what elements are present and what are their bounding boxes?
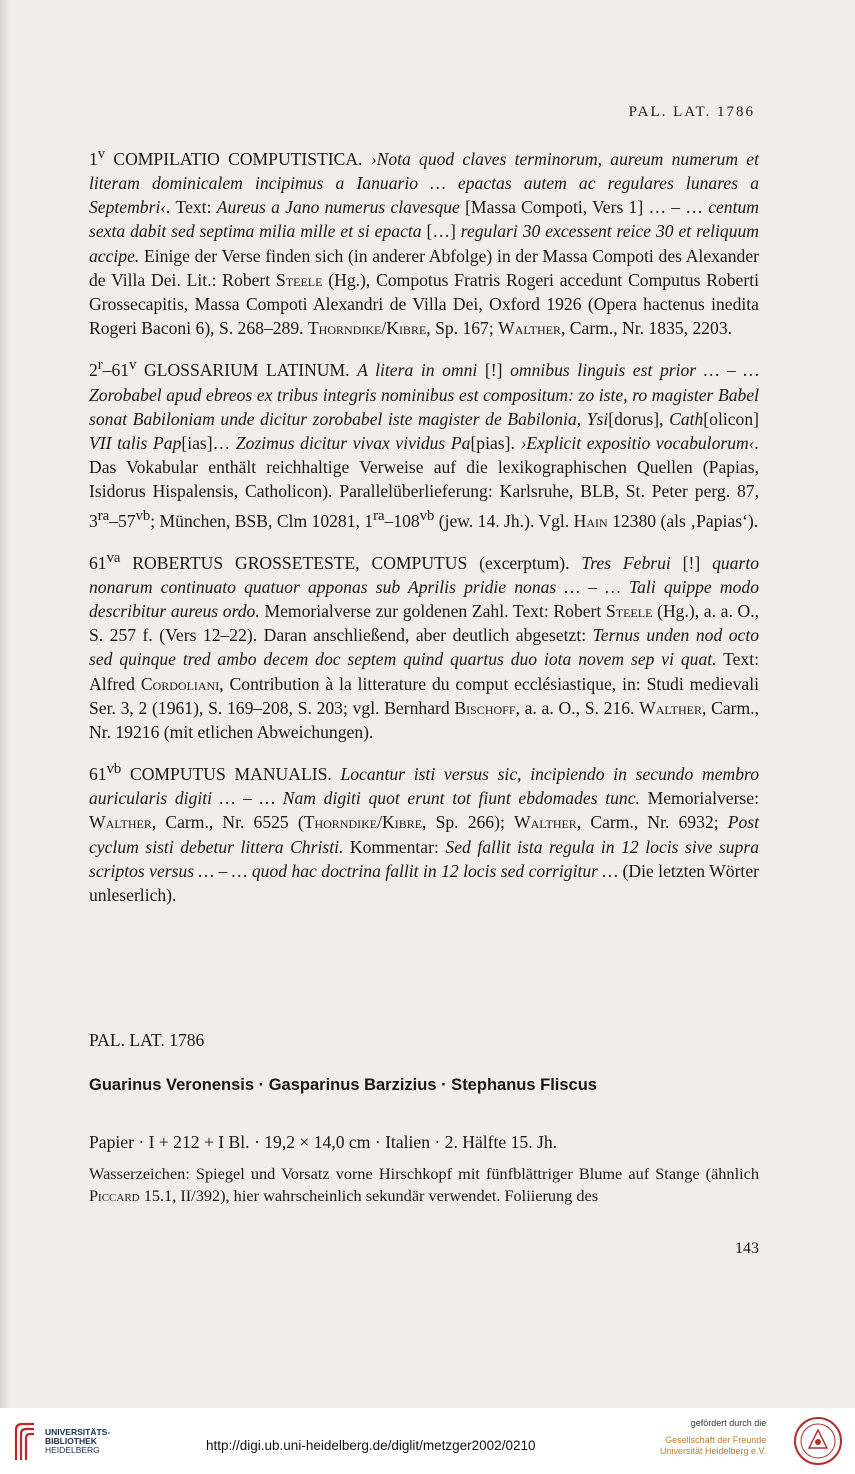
page-gutter-shadow bbox=[0, 0, 10, 1408]
university-seal-icon bbox=[793, 1416, 843, 1466]
entry-compilatio: 1$^v$ COMPILATIO COMPUTISTICA. ›Nota quod claves terminorum, aureum numerum et literam dominicalem incipimus a Ianuario … epactas autem ac regulares lunares a Septembri‹. Text: Aureus a Jano numerus clavesque [Massa Compoti, Vers 1] … – … centum sexta dabit sed septima milia mille et si epacta […] regulari 30 excessent reice 30 et reliquum accipe. Einige der Verse finden sich (in anderer Abfolge) in der Massa Compoti des Alexander de Villa Dei. Lit.: Robert Steele (Hg.), Compotus Fratris Rogeri accedunt Computus Roberti Grossecapitis, Massa Compoti Alexandri de Villa Dei, Oxford 1926 (Opera hactenus inedita Rogeri Baconi 6), S. 268–289. Thorndike/Kibre, Sp. 167; Walther, Carm., Nr. 1835, 2203. bbox=[89, 146, 760, 339]
entry-title: COMPILATIO COMPUTISTICA. bbox=[113, 148, 363, 169]
entry-title: ROBERTUS GROSSETESTE, COMPUTUS bbox=[132, 552, 468, 573]
running-head: PAL. LAT. 1786 bbox=[628, 104, 755, 120]
entry-grosseteste: $61^{va}$ ROBERTUS GROSSETESTE, COMPUTUS (excerptum). Tres Februi [!] quarto nonarum continuato quatuor apponas sub Aprilis pridie nonas … – … Tali quippe modo describitur aureus ordo. Memorialverse zur goldenen Zahl. Text: Robert Steele (Hg.), a. a. O., S. 257 f. (Vers 12–22). Daran anschließend, aber deutlich abgesetzt: Ternus unden nod octo sed quinque tred ambo decem doc septem quind quartus duo iota novem sep vi quat. Text: Alfred Cordoliani, Contribution à la litterature du comput ecclésiastique, in: Studi medievali Ser. 3, 2 (1961), S. 169–208, S. 203; vgl. Bernhard Bischoff, a. a. O., S. 216. Walther, Carm., Nr. 19216 (mit etlichen Abweichungen). bbox=[89, 549, 760, 742]
section-authors: Guarinus Veronensis · Gasparinus Barzizius · Stephanus Fliscus bbox=[89, 1076, 597, 1094]
sponsor-block: gefördert durch die Gesellschaft der Freunde Universität Heidelberg e.V. bbox=[660, 1418, 767, 1456]
section-shelfmark: PAL. LAT. 1786 bbox=[89, 1030, 205, 1050]
permalink-url[interactable]: http://digi.ub.uni-heidelberg.de/diglit/metzger2002/0210 bbox=[206, 1438, 536, 1453]
viewer-footer bbox=[0, 1408, 855, 1474]
entry-title: GLOSSARIUM LATINUM. bbox=[144, 360, 350, 381]
library-logo-icon bbox=[10, 1420, 38, 1462]
section-watermark: Wasserzeichen: Spiegel und Vorsatz vorne Hirschkopf mit fünfblättriger Blume auf Stange (ähnlich Piccard 15.1, II/392), hier wahrscheinlich sekundär verwendet. Foliierung des bbox=[89, 1164, 759, 1205]
entry-glossarium: 2$^r$–61$^v$ GLOSSARIUM LATINUM. A litera in omni [!] omnibus linguis est prior … – … Zorobabel apud ebreos ex tribus integris nominibus est compositum: zo iste, ro magister Babel sonat Babiloniam unde dicitur zorobabel iste magister de Babilonia, Ysi[dorus], Cath[olicon] VII talis Pap[ias]… Zozimus dicitur vivax vividus Pa[pias]. ›Explicit expositio vocabulorum‹. Das Vokabular enthält reichhaltige Verweise auf die lexikographischen Quellen (Papias, Isidorus Hispalensis, Catholicon). Parallelüberlieferung: Karlsruhe, BLB, St. Peter perg. 87, $3^{ra}-57^{vb}$; München, BSB, Clm 10281, $1^{ra}-108^{vb}$ (jew. 14. Jh.). Vgl. Hain 12380 (als ‚Papias‘). bbox=[89, 357, 759, 531]
catalog-body bbox=[89, 142, 759, 920]
entry-title: COMPUTUS MANUALIS. bbox=[129, 763, 332, 784]
page-number: 143 bbox=[735, 1240, 759, 1257]
library-name: UNIVERSITÄTS- BIBLIOTHEK HEIDELBERG bbox=[45, 1427, 111, 1455]
section-description: Papier · I + 212 + I Bl. · 19,2 × 14,0 cm · Italien · 2. Hälfte 15. Jh. bbox=[89, 1132, 558, 1152]
entry-computus-manualis: $61^{vb}$ COMPUTUS MANUALIS. Locantur isti versus sic, incipiendo in secundo membro auricularis digiti … – … Nam digiti quot erunt tot fiunt ebdomades tunc. Memorialverse: Walther, Carm., Nr. 6525 (Thorndike/Kibre, Sp. 266); Walther, Carm., Nr. 6932; Post cyclum sisti debetur littera Christi. Kommentar: Sed fallit ista regula in 12 locis sive supra scriptos versus … – … quod hac doctrina fallit in 12 locis sed corrigitur … (Die letzten Wörter unleserlich). bbox=[89, 761, 759, 905]
